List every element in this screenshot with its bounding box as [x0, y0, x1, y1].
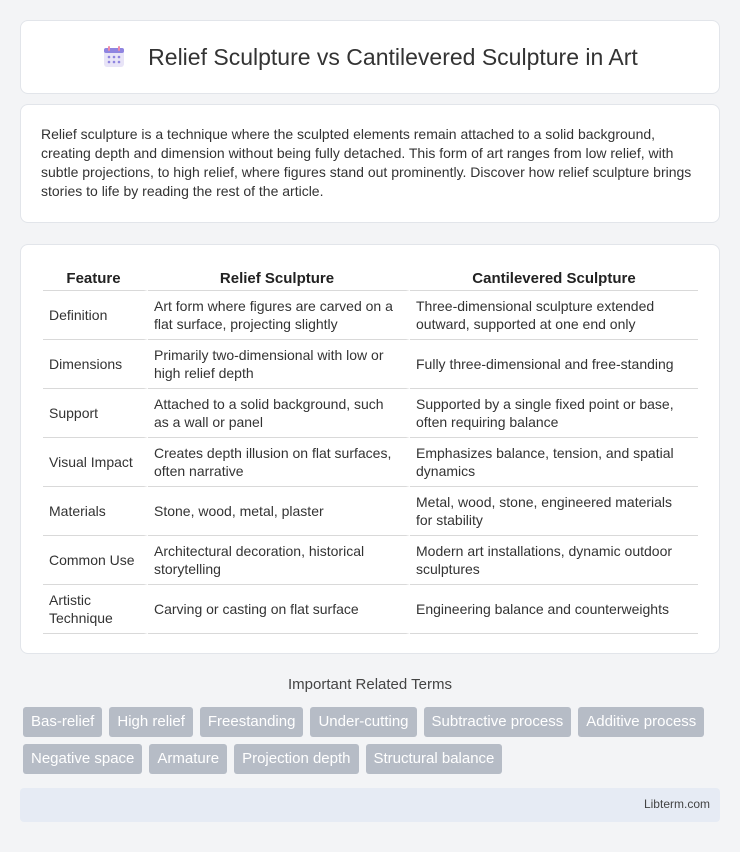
tag-subtractive-process[interactable]: Subtractive process: [424, 707, 572, 737]
table-row: [43, 340, 698, 389]
row-feature: Support: [43, 389, 148, 438]
footer: [20, 788, 720, 822]
calendar-icon: [102, 45, 126, 69]
comparison-card: [20, 244, 720, 654]
row-feature: Visual Impact: [43, 438, 148, 487]
row-relief: Creates depth illusion on flat surfaces, often narrative: [148, 438, 410, 487]
table-row: [43, 389, 698, 438]
related-terms-list: [23, 707, 723, 774]
tag-structural-balance[interactable]: Structural balance: [366, 744, 503, 774]
row-cantilevered: Modern art installations, dynamic outdoor sculptures: [410, 536, 698, 585]
tag-armature[interactable]: Armature: [149, 744, 227, 774]
row-cantilevered: Supported by a single fixed point or base, often requiring balance: [410, 389, 698, 438]
comparison-table: [43, 267, 698, 634]
table-header-row: [43, 267, 698, 291]
row-cantilevered: Three-dimensional sculpture extended outward, supported at one end only: [410, 291, 698, 340]
table-row: [43, 438, 698, 487]
tag-bas-relief[interactable]: Bas-relief: [23, 707, 102, 737]
row-relief: Stone, wood, metal, plaster: [148, 487, 410, 536]
row-relief: Architectural decoration, historical storytelling: [148, 536, 410, 585]
tag-freestanding[interactable]: Freestanding: [200, 707, 304, 737]
column-header-relief: Relief Sculpture: [148, 267, 410, 291]
row-feature: Definition: [43, 291, 148, 340]
title-card: [20, 20, 720, 94]
table-row: [43, 291, 698, 340]
intro-card: [20, 104, 720, 223]
row-relief: Carving or casting on flat surface: [148, 585, 410, 634]
column-header-feature: Feature: [43, 267, 148, 291]
row-cantilevered: Fully three-dimensional and free-standing: [410, 340, 698, 389]
tag-under-cutting[interactable]: Under-cutting: [310, 707, 416, 737]
tag-additive-process[interactable]: Additive process: [578, 707, 704, 737]
page-title: Relief Sculpture vs Cantilevered Sculpture in Art: [148, 43, 638, 70]
intro-text: Relief sculpture is a technique where the sculpted elements remain attached to a solid background, creating depth and dimension without being fully detached. This form of art ranges from low relief, with subtle projections, to high relief, where figures stand out prominently. Discover how relief sculpture brings stories to life by reading the rest of the article.: [41, 126, 692, 199]
row-relief: Primarily two-dimensional with low or high relief depth: [148, 340, 410, 389]
column-header-cantilevered: Cantilevered Sculpture: [410, 267, 698, 291]
table-row: [43, 585, 698, 634]
tag-high-relief[interactable]: High relief: [109, 707, 193, 737]
row-feature: Artistic Technique: [43, 585, 148, 634]
related-terms-title: Important Related Terms: [288, 676, 452, 693]
row-feature: Dimensions: [43, 340, 148, 389]
tag-projection-depth[interactable]: Projection depth: [234, 744, 358, 774]
row-cantilevered: Metal, wood, stone, engineered materials for stability: [410, 487, 698, 536]
table-row: [43, 487, 698, 536]
row-cantilevered: Emphasizes balance, tension, and spatial dynamics: [410, 438, 698, 487]
row-relief: Attached to a solid background, such as a wall or panel: [148, 389, 410, 438]
row-relief: Art form where figures are carved on a flat surface, projecting slightly: [148, 291, 410, 340]
table-row: [43, 536, 698, 585]
footer-brand-link[interactable]: Libterm.com: [643, 797, 710, 811]
tag-negative-space[interactable]: Negative space: [23, 744, 142, 774]
row-feature: Materials: [43, 487, 148, 536]
row-cantilevered: Engineering balance and counterweights: [410, 585, 698, 634]
row-feature: Common Use: [43, 536, 148, 585]
